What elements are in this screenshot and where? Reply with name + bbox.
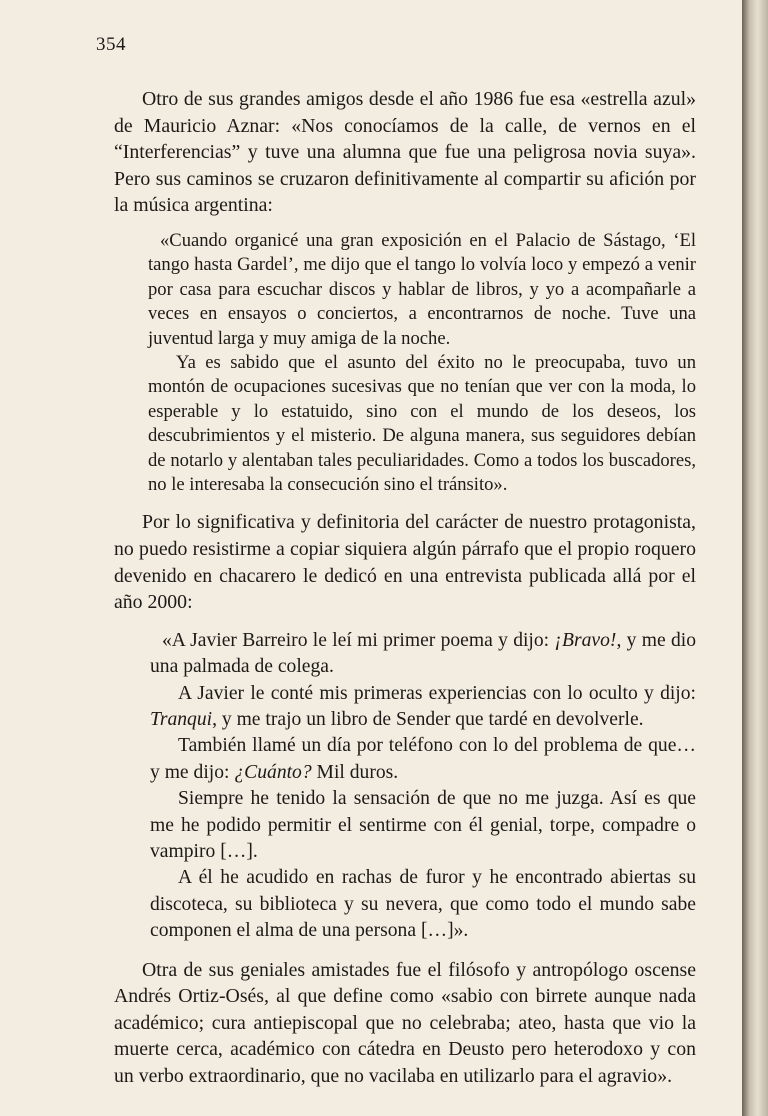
quote-paragraph: También llamé un día por teléfono con lo del problema de que… y me dijo: ¿Cuánto? Mil duros. [150,735,696,783]
quote-paragraph: Ya es sabido que el asunto del éxito no le preocupaba, tuvo un montón de ocupaciones sucesivas que no tenían que ver con la moda, lo esperable y lo estatuido, sino con el mundo de los deseos, los descubrimientos y el misterio. De alguna manera, sus seguidores debían de notarlo y alentaban tales peculiaridades. Como a todos los buscadores, no le interesaba la consecución sino el tránsito». [148,352,696,496]
quote-paragraph: A Javier le conté mis primeras experiencias con lo oculto y dijo: Tranqui, y me trajo un libro de Sender que tardé en devolverle. [150,682,696,731]
book-page-edge [742,0,768,1116]
paragraph-ortiz-oses: Otra de sus geniales amistades fue el filósofo y antropólogo oscense Andrés Ortiz-Osés, al que define como «sabio con birrete aunque nada académico; cura antiepiscopal que no celebraba; ateo, hasta que vio la muerte cerca, académico con cátedra en Deusto pero heterodoxo y con un verbo extraordinario, que no vacilaba en utilizarlo para el agravio». [114,958,696,1088]
quote-paragraph: Siempre he tenido la sensación de que no me juzga. Así es que me he podido permitir el sentirme con él genial, torpe, compadre o vampiro […]. [150,788,696,863]
quote-paragraph: «Cuando organicé una gran exposición en el Palacio de Sástago, ‘El tango hasta Gardel’, me dijo que el tango lo volvía loco y empezó a venir por casa para escuchar discos y hablar de libros, y yo a acompañarle a veces en ensayos o conciertos, a encontrarnos de noche. Tuve una juventud larga y muy amiga de la noche. [148,229,696,349]
italic-text: Tranqui [150,709,213,731]
quote-paragraph: «A Javier Barreiro le leí mi primer poema y dijo: ¡Bravo!, y me dio una palmada de colega. [150,629,696,678]
italic-text: ¡Bravo! [554,629,617,651]
quote-paragraph: A él he acudido en rachas de furor y he encontrado abiertas su discoteca, su biblioteca y su nevera, que como todo el mundo sabe componen el alma de una persona […]». [150,867,696,942]
italic-text: ¿Cuánto? [234,761,312,783]
page-body [114,86,696,1090]
block-quote-interview [150,628,696,945]
page-number: 354 [96,34,126,55]
block-quote-tango [148,229,696,497]
paragraph-protagonista: Por lo significativa y definitoria del carácter de nuestro protagonista, no puedo resistirme a copiar siquiera algún párrafo que el propio roquero devenido en chacarero le dedicó en una entrevista publicada allá por el año 2000: [114,511,696,614]
paragraph-aznar: Otro de sus grandes amigos desde el año 1986 fue esa «estrella azul» de Mauricio Aznar: «Nos conocíamos de la calle, de vernos en el “Interferencias” y tuve una alumna que fue una peligrosa novia suya». Pero sus caminos se cruzaron definitivamente al compartir su afición por la música argentina: [114,88,696,217]
